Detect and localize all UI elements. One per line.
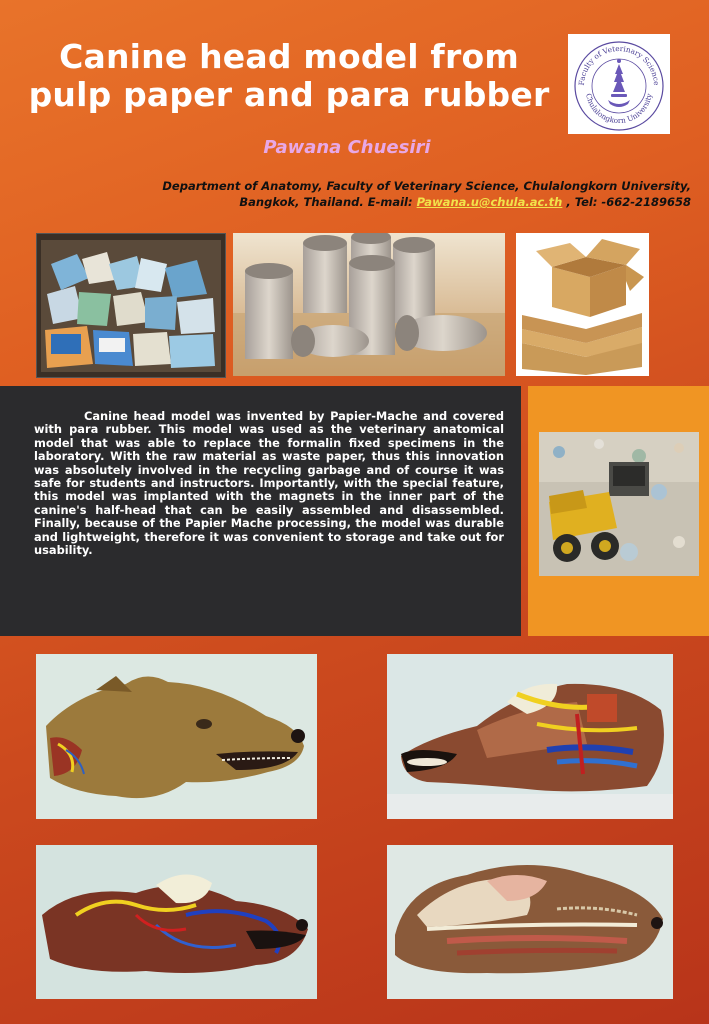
landfill-bulldozer-photo bbox=[539, 432, 699, 576]
svg-text:Faculty of Veterinary Science: Faculty of Veterinary Science bbox=[576, 43, 662, 86]
author-name: Pawana Chuesiri bbox=[263, 137, 431, 158]
svg-text:Chulalongkorn University: Chulalongkorn University bbox=[584, 92, 654, 126]
title-line-2: pulp paper and para rubber bbox=[28, 75, 550, 114]
canine-head-model-muscles-photo bbox=[387, 654, 673, 819]
canine-head-model-covered-photo bbox=[36, 654, 317, 819]
email-link[interactable]: Pawana.u@chula.ac.th bbox=[416, 195, 563, 209]
title-line-1: Canine head model from bbox=[59, 37, 519, 76]
emblem-icon bbox=[608, 59, 630, 107]
affiliation-line-1: Department of Anatomy, Faculty of Veterinary Science, Chulalongkorn University, bbox=[162, 179, 691, 193]
affiliation bbox=[51, 178, 691, 210]
paper-tubes-photo bbox=[233, 233, 505, 376]
waste-paper-photo bbox=[36, 233, 226, 378]
phone-text: , Tel: -662-2189658 bbox=[562, 195, 691, 209]
affiliation-prefix: Bangkok, Thailand. E-mail: bbox=[239, 195, 417, 209]
canine-head-model-section-photo bbox=[387, 845, 673, 999]
poster-title bbox=[0, 38, 578, 114]
abstract-body: Canine head model was invented by Papier-Mache and covered with para rubber. This model was used as the veterinary anatomical model that was able to replace the formalin fixed specimens in the laboratory. With the raw material as waste paper, thus this innovation was absolutely involved in the recycling garbage and of course it was safe for students and instructors. Importantly, with the special feature, this model was implanted with the magnets in the inner part of the canine's half-head that can be easily assembled and disassembled. Finally, because of the Papier Mache processing, the model was durable and lightweight, therefore it was convenient to storage and take out for usability. bbox=[34, 409, 504, 558]
abstract-text bbox=[34, 410, 504, 557]
canine-head-model-vessels-photo bbox=[36, 845, 317, 999]
faculty-logo bbox=[568, 34, 670, 134]
cardboard-box-photo bbox=[516, 233, 649, 376]
affiliation-line-2 bbox=[51, 194, 691, 210]
